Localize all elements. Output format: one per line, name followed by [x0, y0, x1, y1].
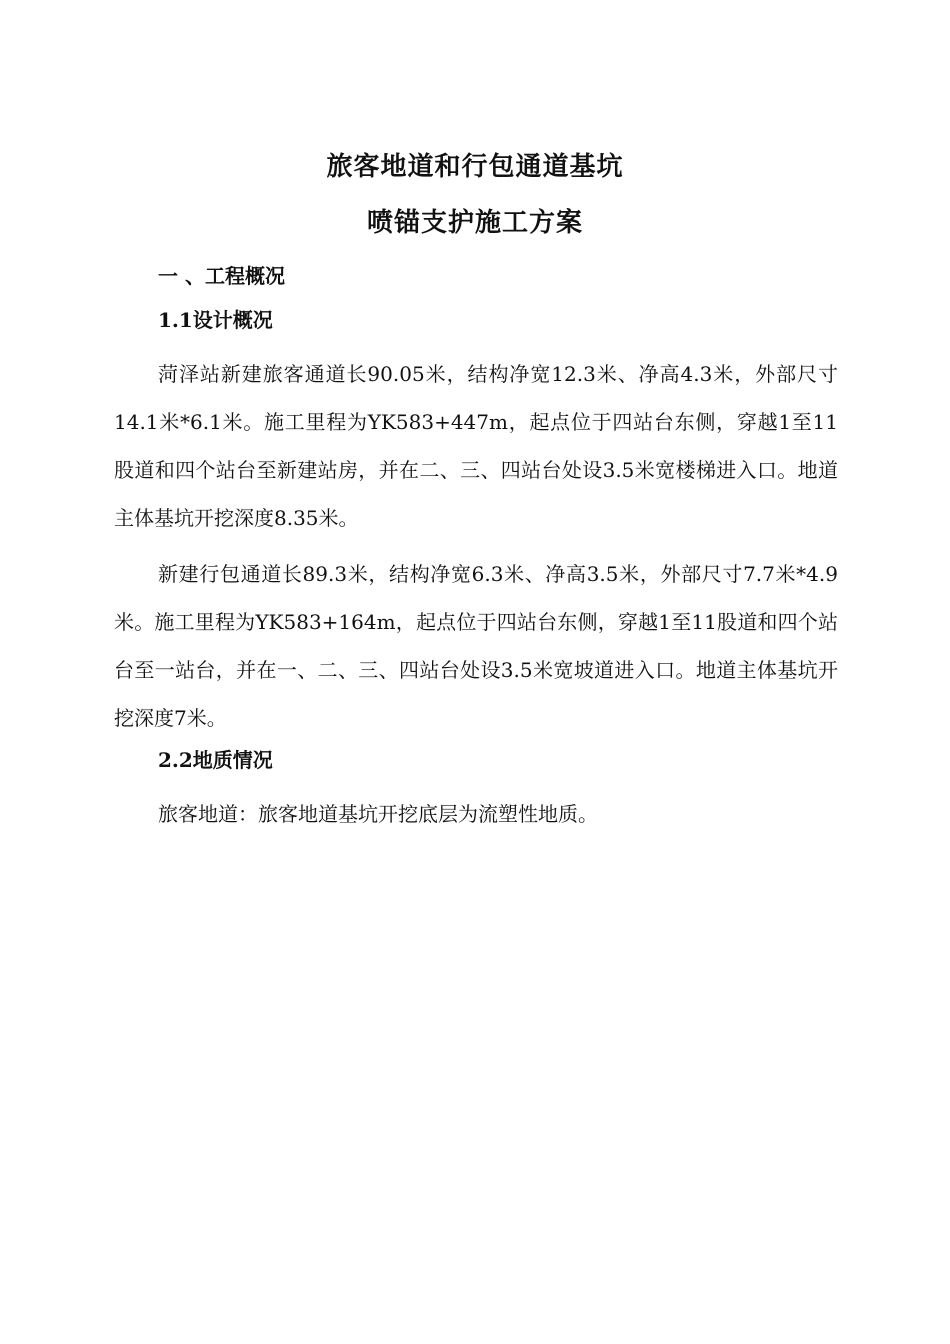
section-heading-design-overview: 1.1设计概况	[158, 308, 273, 332]
section-heading-overview: 一 、工程概况	[158, 264, 285, 288]
document-title-line2: 喷锚支护施工方案	[366, 208, 583, 238]
section-heading-geology: 2.2地质情况	[158, 748, 273, 772]
document-title-line1: 旅客地道和行包通道基坑	[326, 152, 624, 182]
paragraph-passenger-passage: 菏泽站新建旅客通道长90.05米，结构净宽12.3米、净高4.3米，外部尺寸14.1米*6.1米。施工里程为YK583+447m，起点位于四站台东侧，穿越1至11股道和四个站台至新建站房，并在二、三、四站台处设3.5米宽楼梯进入口。地道主体基坑开挖深度8.35米。	[114, 362, 838, 530]
paragraph-luggage-passage: 新建行包通道长89.3米，结构净宽6.3米、净高3.5米，外部尺寸7.7米*4.9米。施工里程为YK583+164m，起点位于四站台东侧，穿越1至11股道和四个站台至一站台，并在一、二、三、四站台处设3.5米宽坡道进入口。地道主体基坑开挖深度7米。	[114, 562, 838, 730]
paragraph-geology: 旅客地道：旅客地道基坑开挖底层为流塑性地质。	[158, 802, 598, 826]
